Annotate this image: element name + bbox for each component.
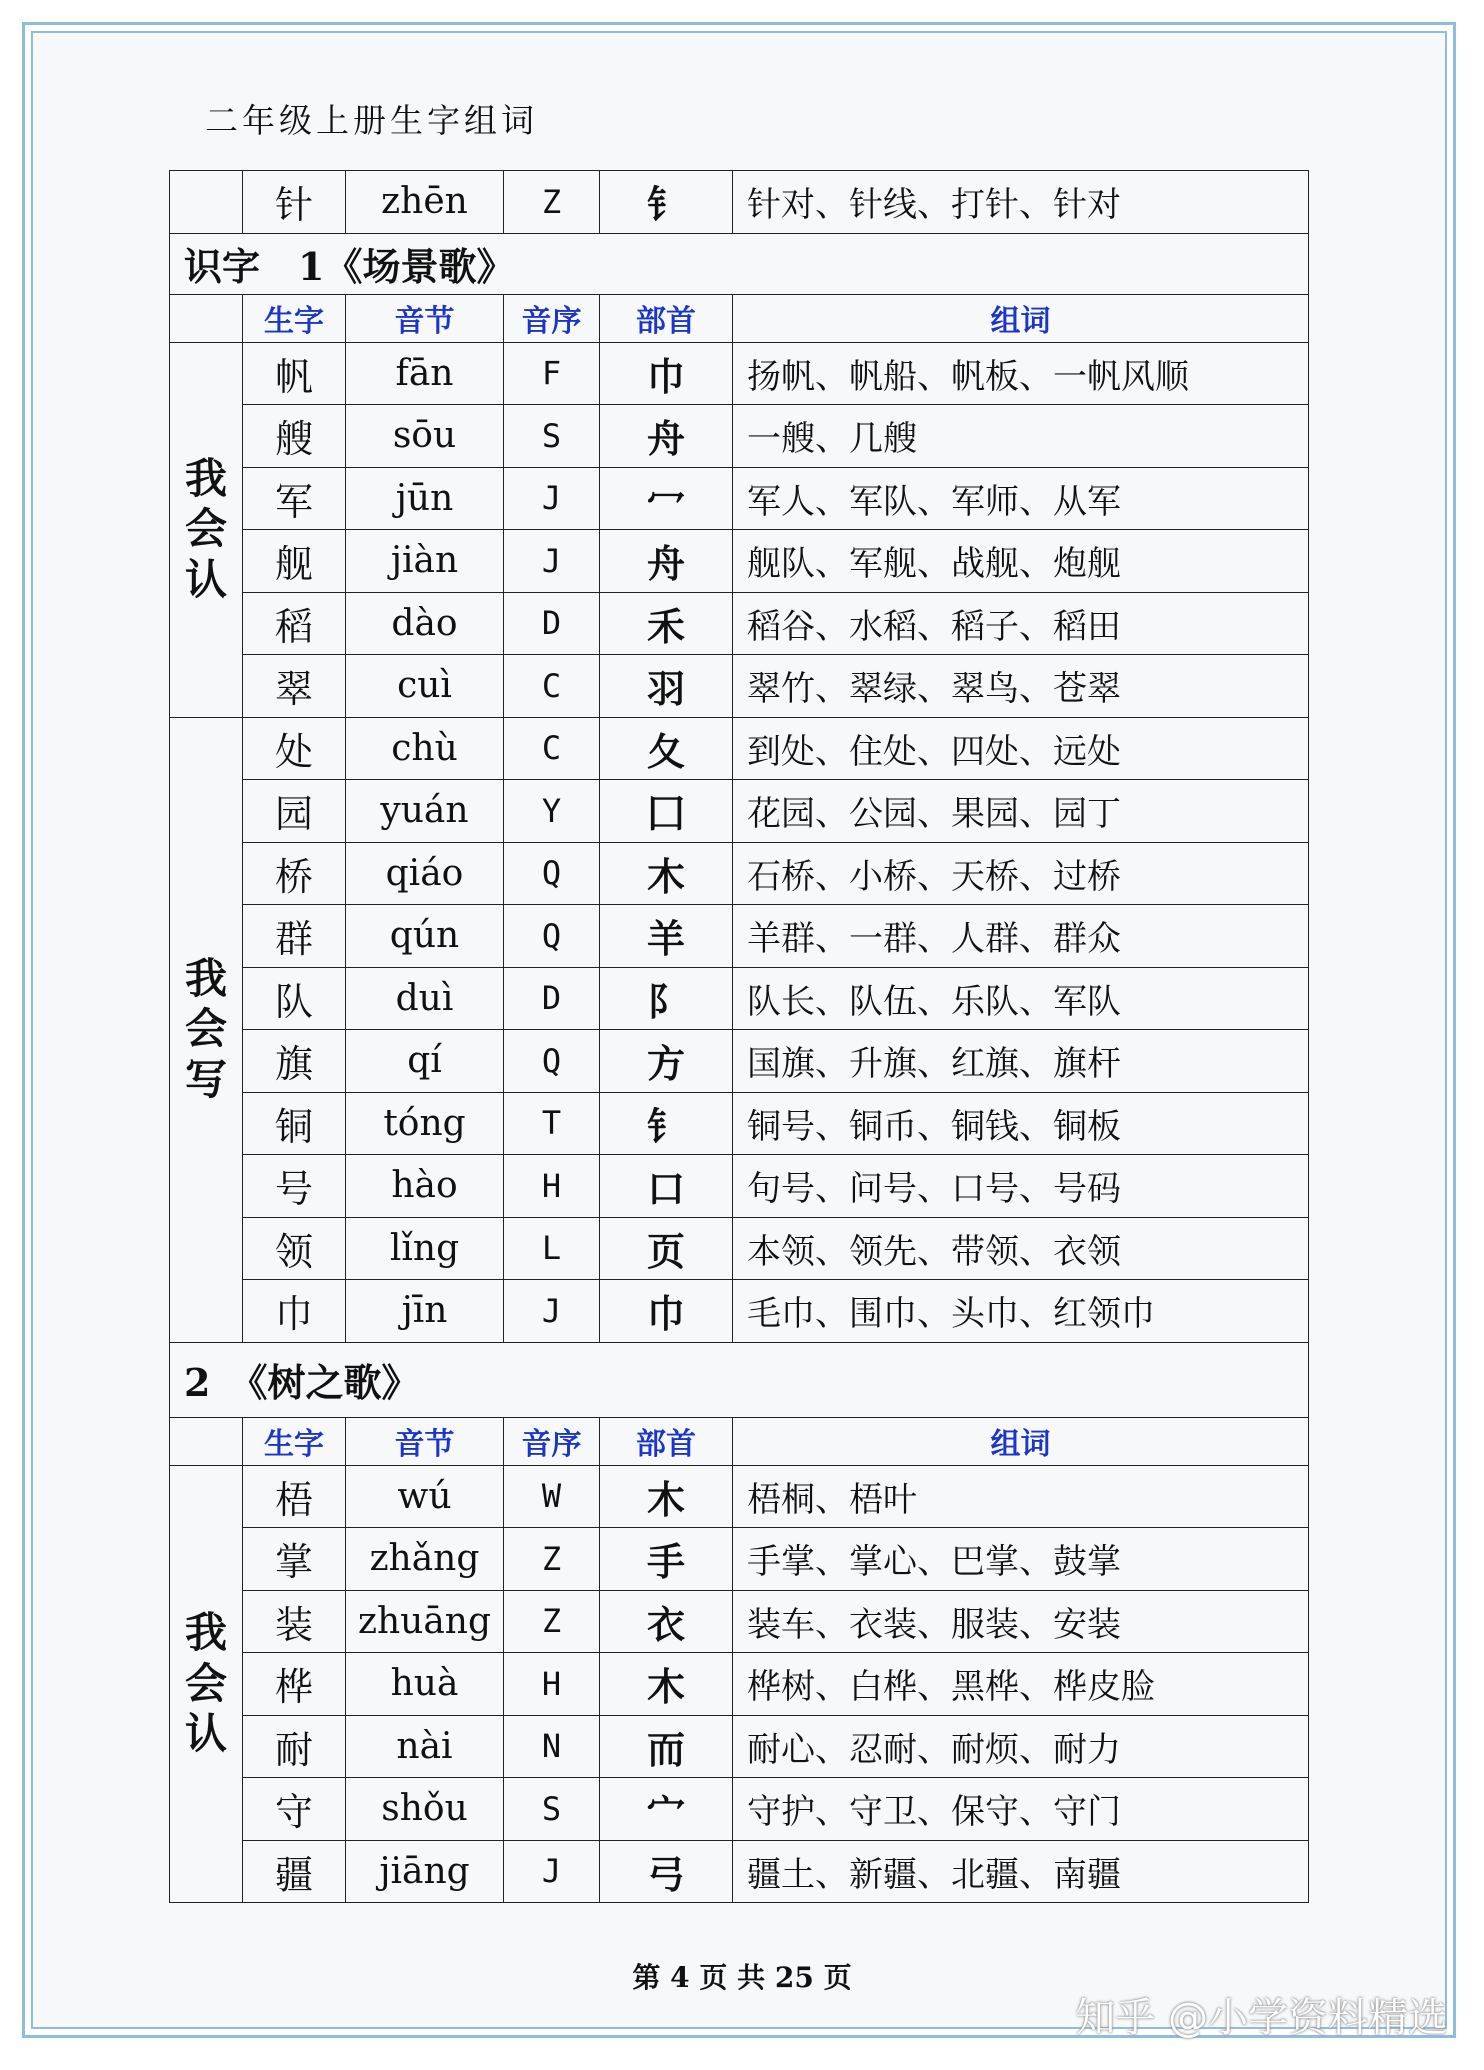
table-row <box>170 842 1309 905</box>
radical-cell: 舟 <box>600 405 733 468</box>
pinyin-cell: wú <box>346 1465 504 1528</box>
char-cell: 梧 <box>243 1465 346 1528</box>
column-header: 生字 <box>243 1417 346 1465</box>
index-cell: L <box>504 1217 600 1280</box>
char-cell: 针 <box>243 171 346 234</box>
column-header-row <box>170 1417 1309 1465</box>
index-cell: W <box>504 1465 600 1528</box>
char-cell: 群 <box>243 905 346 968</box>
radical-cell: 而 <box>600 1715 733 1778</box>
char-cell: 舰 <box>243 530 346 593</box>
table-row <box>170 1590 1309 1653</box>
char-cell: 旗 <box>243 1030 346 1093</box>
group-label-char: 会 <box>184 504 227 554</box>
pinyin-cell: fān <box>346 342 504 405</box>
index-cell: Q <box>504 842 600 905</box>
pinyin-cell: jiāng <box>346 1840 504 1903</box>
words-cell: 稻谷、水稻、稻子、稻田 <box>733 592 1309 655</box>
table-row <box>170 1528 1309 1591</box>
column-header: 部首 <box>600 1417 733 1465</box>
char-cell: 稻 <box>243 592 346 655</box>
pinyin-cell: shǒu <box>346 1778 504 1841</box>
radical-cell: 冖 <box>600 467 733 530</box>
words-cell: 本领、领先、带领、衣领 <box>733 1217 1309 1280</box>
index-cell: C <box>504 655 600 718</box>
section-title: 2 《树之歌》 <box>170 1342 1309 1417</box>
radical-cell: 羽 <box>600 655 733 718</box>
group-label-char: 会 <box>184 1658 227 1708</box>
radical-cell: 舟 <box>600 530 733 593</box>
words-cell: 手掌、掌心、巴掌、鼓掌 <box>733 1528 1309 1591</box>
words-cell: 扬帆、帆船、帆板、一帆风顺 <box>733 342 1309 405</box>
words-cell: 军人、军队、军师、从军 <box>733 467 1309 530</box>
blank-group-cell <box>170 171 243 234</box>
vocabulary-table-body <box>170 171 1309 1903</box>
column-header: 部首 <box>600 294 733 342</box>
index-cell: Q <box>504 905 600 968</box>
radical-cell: 宀 <box>600 1778 733 1841</box>
header-blank <box>170 1417 243 1465</box>
pinyin-cell: qún <box>346 905 504 968</box>
index-cell: Z <box>504 1528 600 1591</box>
group-label-char: 写 <box>184 1054 227 1104</box>
char-cell: 掌 <box>243 1528 346 1591</box>
table-row <box>170 655 1309 718</box>
table-row <box>170 1155 1309 1218</box>
radical-cell: 羊 <box>600 905 733 968</box>
index-cell: J <box>504 467 600 530</box>
pinyin-cell: yuán <box>346 780 504 843</box>
words-cell: 到处、住处、四处、远处 <box>733 717 1309 780</box>
page-number: 第 4 页 共 25 页 <box>632 1961 852 1994</box>
table-row <box>170 717 1309 780</box>
table-row <box>170 1092 1309 1155</box>
char-cell: 桦 <box>243 1653 346 1716</box>
table-row <box>170 780 1309 843</box>
words-cell: 国旗、升旗、红旗、旗杆 <box>733 1030 1309 1093</box>
char-cell: 翠 <box>243 655 346 718</box>
pinyin-cell: zhēn <box>346 171 504 234</box>
index-cell: H <box>504 1653 600 1716</box>
table-row <box>170 1030 1309 1093</box>
table-row <box>170 592 1309 655</box>
column-header: 音节 <box>346 294 504 342</box>
pinyin-cell: chù <box>346 717 504 780</box>
pinyin-cell: hào <box>346 1155 504 1218</box>
section-title-row <box>170 233 1309 294</box>
char-cell: 巾 <box>243 1280 346 1343</box>
table-row <box>170 1465 1309 1528</box>
index-cell: H <box>504 1155 600 1218</box>
column-header: 生字 <box>243 294 346 342</box>
index-cell: T <box>504 1092 600 1155</box>
group-label-char: 我 <box>184 953 227 1003</box>
vocabulary-table <box>169 170 1309 1903</box>
group-label-char: 认 <box>184 554 227 604</box>
group-label <box>170 1465 243 1903</box>
char-cell: 队 <box>243 967 346 1030</box>
radical-cell: 衣 <box>600 1590 733 1653</box>
index-cell: D <box>504 967 600 1030</box>
words-cell: 耐心、忍耐、耐烦、耐力 <box>733 1715 1309 1778</box>
table-row <box>170 1715 1309 1778</box>
pinyin-cell: qiáo <box>346 842 504 905</box>
radical-cell: 钅 <box>600 171 733 234</box>
radical-cell: 弓 <box>600 1840 733 1903</box>
table-row <box>170 530 1309 593</box>
group-label-char: 会 <box>184 1004 227 1054</box>
char-cell: 号 <box>243 1155 346 1218</box>
pinyin-cell: dào <box>346 592 504 655</box>
char-cell: 园 <box>243 780 346 843</box>
char-cell: 帆 <box>243 342 346 405</box>
words-cell: 铜号、铜币、铜钱、铜板 <box>733 1092 1309 1155</box>
table-row <box>170 1778 1309 1841</box>
char-cell: 守 <box>243 1778 346 1841</box>
pinyin-cell: jiàn <box>346 530 504 593</box>
pinyin-cell: sōu <box>346 405 504 468</box>
pinyin-cell: cuì <box>346 655 504 718</box>
pinyin-cell: qí <box>346 1030 504 1093</box>
char-cell: 疆 <box>243 1840 346 1903</box>
index-cell: D <box>504 592 600 655</box>
watermark: 知乎 @小学资料精选 <box>1075 1995 1448 2041</box>
column-header: 组词 <box>733 1417 1309 1465</box>
column-header: 音节 <box>346 1417 504 1465</box>
table-row <box>170 905 1309 968</box>
section-title: 识字 1《场景歌》 <box>170 233 1309 294</box>
words-cell: 羊群、一群、人群、群众 <box>733 905 1309 968</box>
table-row <box>170 405 1309 468</box>
char-cell: 领 <box>243 1217 346 1280</box>
words-cell: 石桥、小桥、天桥、过桥 <box>733 842 1309 905</box>
group-label-char: 我 <box>184 1608 227 1658</box>
pinyin-cell: zhǎng <box>346 1528 504 1591</box>
words-cell: 疆土、新疆、北疆、南疆 <box>733 1840 1309 1903</box>
section-title-row <box>170 1342 1309 1417</box>
char-cell: 军 <box>243 467 346 530</box>
pinyin-cell: jīn <box>346 1280 504 1343</box>
char-cell: 装 <box>243 1590 346 1653</box>
radical-cell: 手 <box>600 1528 733 1591</box>
pinyin-cell: duì <box>346 967 504 1030</box>
table-row <box>170 1217 1309 1280</box>
radical-cell: 口 <box>600 1155 733 1218</box>
words-cell: 毛巾、围巾、头巾、红领巾 <box>733 1280 1309 1343</box>
radical-cell: 囗 <box>600 780 733 843</box>
words-cell: 桦树、白桦、黑桦、桦皮脸 <box>733 1653 1309 1716</box>
column-header: 音序 <box>504 294 600 342</box>
radical-cell: 木 <box>600 1653 733 1716</box>
words-cell: 装车、衣装、服装、安装 <box>733 1590 1309 1653</box>
index-cell: J <box>504 1840 600 1903</box>
pinyin-cell: zhuāng <box>346 1590 504 1653</box>
words-cell: 针对、针线、打针、针对 <box>733 171 1309 234</box>
words-cell: 翠竹、翠绿、翠鸟、苍翠 <box>733 655 1309 718</box>
table-row <box>170 967 1309 1030</box>
table-row <box>170 342 1309 405</box>
radical-cell: 阝 <box>600 967 733 1030</box>
table-row <box>170 1280 1309 1343</box>
char-cell: 处 <box>243 717 346 780</box>
char-cell: 艘 <box>243 405 346 468</box>
index-cell: Z <box>504 1590 600 1653</box>
column-header: 组词 <box>733 294 1309 342</box>
table-row <box>170 467 1309 530</box>
char-cell: 铜 <box>243 1092 346 1155</box>
radical-cell: 钅 <box>600 1092 733 1155</box>
index-cell: Z <box>504 171 600 234</box>
group-label <box>170 717 243 1342</box>
page-header: 二年级上册生字组词 <box>205 101 538 140</box>
index-cell: S <box>504 1778 600 1841</box>
column-header-row <box>170 294 1309 342</box>
radical-cell: 巾 <box>600 1280 733 1343</box>
radical-cell: 夂 <box>600 717 733 780</box>
index-cell: J <box>504 530 600 593</box>
pinyin-cell: huà <box>346 1653 504 1716</box>
words-cell: 花园、公园、果园、园丁 <box>733 780 1309 843</box>
radical-cell: 木 <box>600 1465 733 1528</box>
group-label-char: 认 <box>184 1708 227 1758</box>
words-cell: 句号、问号、口号、号码 <box>733 1155 1309 1218</box>
pinyin-cell: jūn <box>346 467 504 530</box>
radical-cell: 木 <box>600 842 733 905</box>
pinyin-cell: lǐng <box>346 1217 504 1280</box>
words-cell: 队长、队伍、乐队、军队 <box>733 967 1309 1030</box>
header-blank <box>170 294 243 342</box>
column-header: 音序 <box>504 1417 600 1465</box>
radical-cell: 巾 <box>600 342 733 405</box>
pinyin-cell: tóng <box>346 1092 504 1155</box>
char-cell: 耐 <box>243 1715 346 1778</box>
table-row <box>170 171 1309 234</box>
words-cell: 守护、守卫、保守、守门 <box>733 1778 1309 1841</box>
index-cell: N <box>504 1715 600 1778</box>
char-cell: 桥 <box>243 842 346 905</box>
index-cell: F <box>504 342 600 405</box>
radical-cell: 页 <box>600 1217 733 1280</box>
radical-cell: 禾 <box>600 592 733 655</box>
table-row <box>170 1840 1309 1903</box>
words-cell: 舰队、军舰、战舰、炮舰 <box>733 530 1309 593</box>
index-cell: C <box>504 717 600 780</box>
group-label-char: 我 <box>184 453 227 503</box>
words-cell: 梧桐、梧叶 <box>733 1465 1309 1528</box>
index-cell: Y <box>504 780 600 843</box>
table-row <box>170 1653 1309 1716</box>
radical-cell: 方 <box>600 1030 733 1093</box>
index-cell: J <box>504 1280 600 1343</box>
pinyin-cell: nài <box>346 1715 504 1778</box>
index-cell: Q <box>504 1030 600 1093</box>
group-label <box>170 342 243 717</box>
words-cell: 一艘、几艘 <box>733 405 1309 468</box>
index-cell: S <box>504 405 600 468</box>
